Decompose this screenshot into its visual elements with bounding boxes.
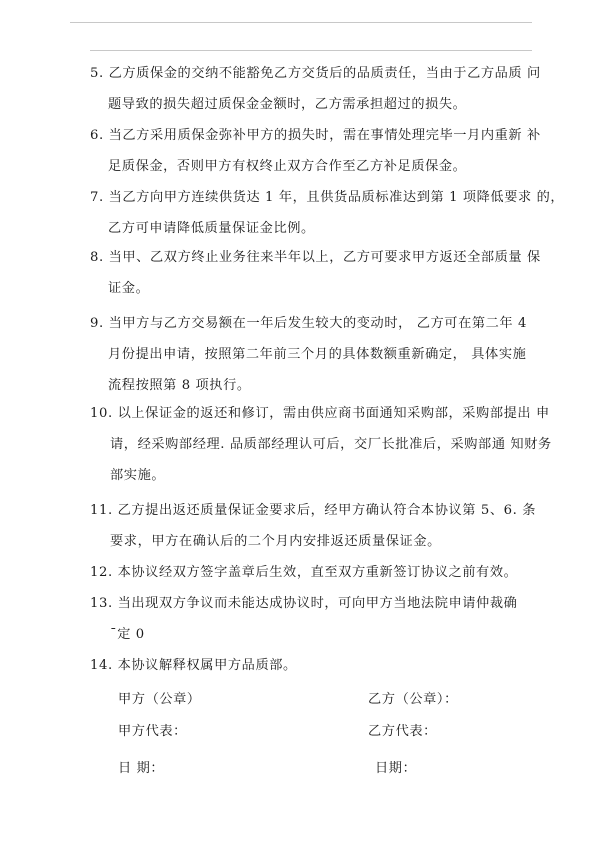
clause-text: 乙方提出返还质量保证金要求后，经甲方确认符合本协议第 5、6. 条 (117, 503, 536, 518)
clause-11 (90, 495, 536, 557)
clause-13 (90, 588, 530, 650)
clause-5 (90, 58, 541, 120)
clause-text: 本协议经双方签字盖章后生效，直至双方重新签订协议之前有效。 (117, 565, 518, 580)
clause-number: 14. (90, 658, 113, 673)
clause-text: 当出现双方争议而未能达成协议时，可向甲方当地法院申请仲裁确 (117, 596, 518, 611)
clause-number: 7. (90, 190, 104, 205)
clause-text: 请，经采购部经理. 品质部经理认可后，交厂长批准后，采购部通 知财务 (110, 437, 552, 452)
party-b-representative-label: 乙方代表： (368, 724, 437, 739)
clause-6 (90, 120, 541, 182)
clause-text: 足质保金，否则甲方有权终止双方合作至乙方补足质保金。 (108, 159, 467, 174)
party-a-representative-label: 甲方代表： (118, 724, 187, 739)
clause-number: 11. (90, 503, 113, 518)
party-b-seal-label: 乙方（公章）： (368, 692, 458, 707)
party-a-date-label: 日 期： (118, 761, 165, 776)
clause-10 (90, 398, 552, 491)
clause-number: 6. (90, 128, 104, 143)
clause-text: 题导致的损失超过质保金金额时，乙方需承担超过的损失。 (108, 97, 467, 112)
clause-text: 乙方可申请降低质量保证金比例。 (108, 221, 315, 236)
clause-text: 当乙方采用质保金弥补甲方的损失时，需在事情处理完毕一月内重新 补 (108, 128, 541, 143)
clause-text: 本协议解释权属甲方品质部。 (117, 658, 297, 673)
clause-text: 当乙方向甲方连续供货达 1 年，且供货品质标准达到第 1 项降低要求 的， (108, 190, 565, 205)
clause-number: 13. (90, 596, 113, 611)
party-a-seal-label: 甲方（公章） (118, 692, 201, 707)
clause-number: 5. (90, 66, 104, 81)
clause-number: 8. (90, 250, 104, 265)
clause-8 (90, 242, 541, 304)
clause-text: 月份提出申请，按照第二年前三个月的具体数额重新确定， 具体实施 (108, 347, 527, 362)
clause-text: 以上保证金的返还和修订，需由供应商书面通知采购部，采购部提出 申 (117, 406, 550, 421)
clause-text: 乙方质保金的交纳不能豁免乙方交货后的品质责任，当由于乙方品质 问 (108, 66, 541, 81)
clause-9 (90, 308, 530, 401)
clause-14 (90, 650, 530, 681)
clause-7 (90, 182, 565, 244)
clause-number: 10. (90, 406, 113, 421)
clause-text: ˉ定 0 (110, 627, 145, 642)
clause-text: 当甲方与乙方交易额在一年后发生较大的变动时， 乙方可在第二年 4 (108, 316, 528, 331)
party-b-date-label: 日期： (375, 761, 417, 776)
clause-number: 12. (90, 565, 113, 580)
clause-text: 证金。 (108, 281, 150, 296)
clause-text: 要求，甲方在确认后的二个月内安排返还质量保证金。 (110, 534, 441, 549)
clause-text: 流程按照第 8 项执行。 (108, 378, 251, 393)
clause-number: 9. (90, 316, 104, 331)
clause-text: 部实施。 (110, 468, 166, 483)
clause-text: 当甲、乙双方终止业务往来半年以上，乙方可要求甲方返还全部质量 保 (108, 250, 541, 265)
clause-12 (90, 557, 530, 588)
